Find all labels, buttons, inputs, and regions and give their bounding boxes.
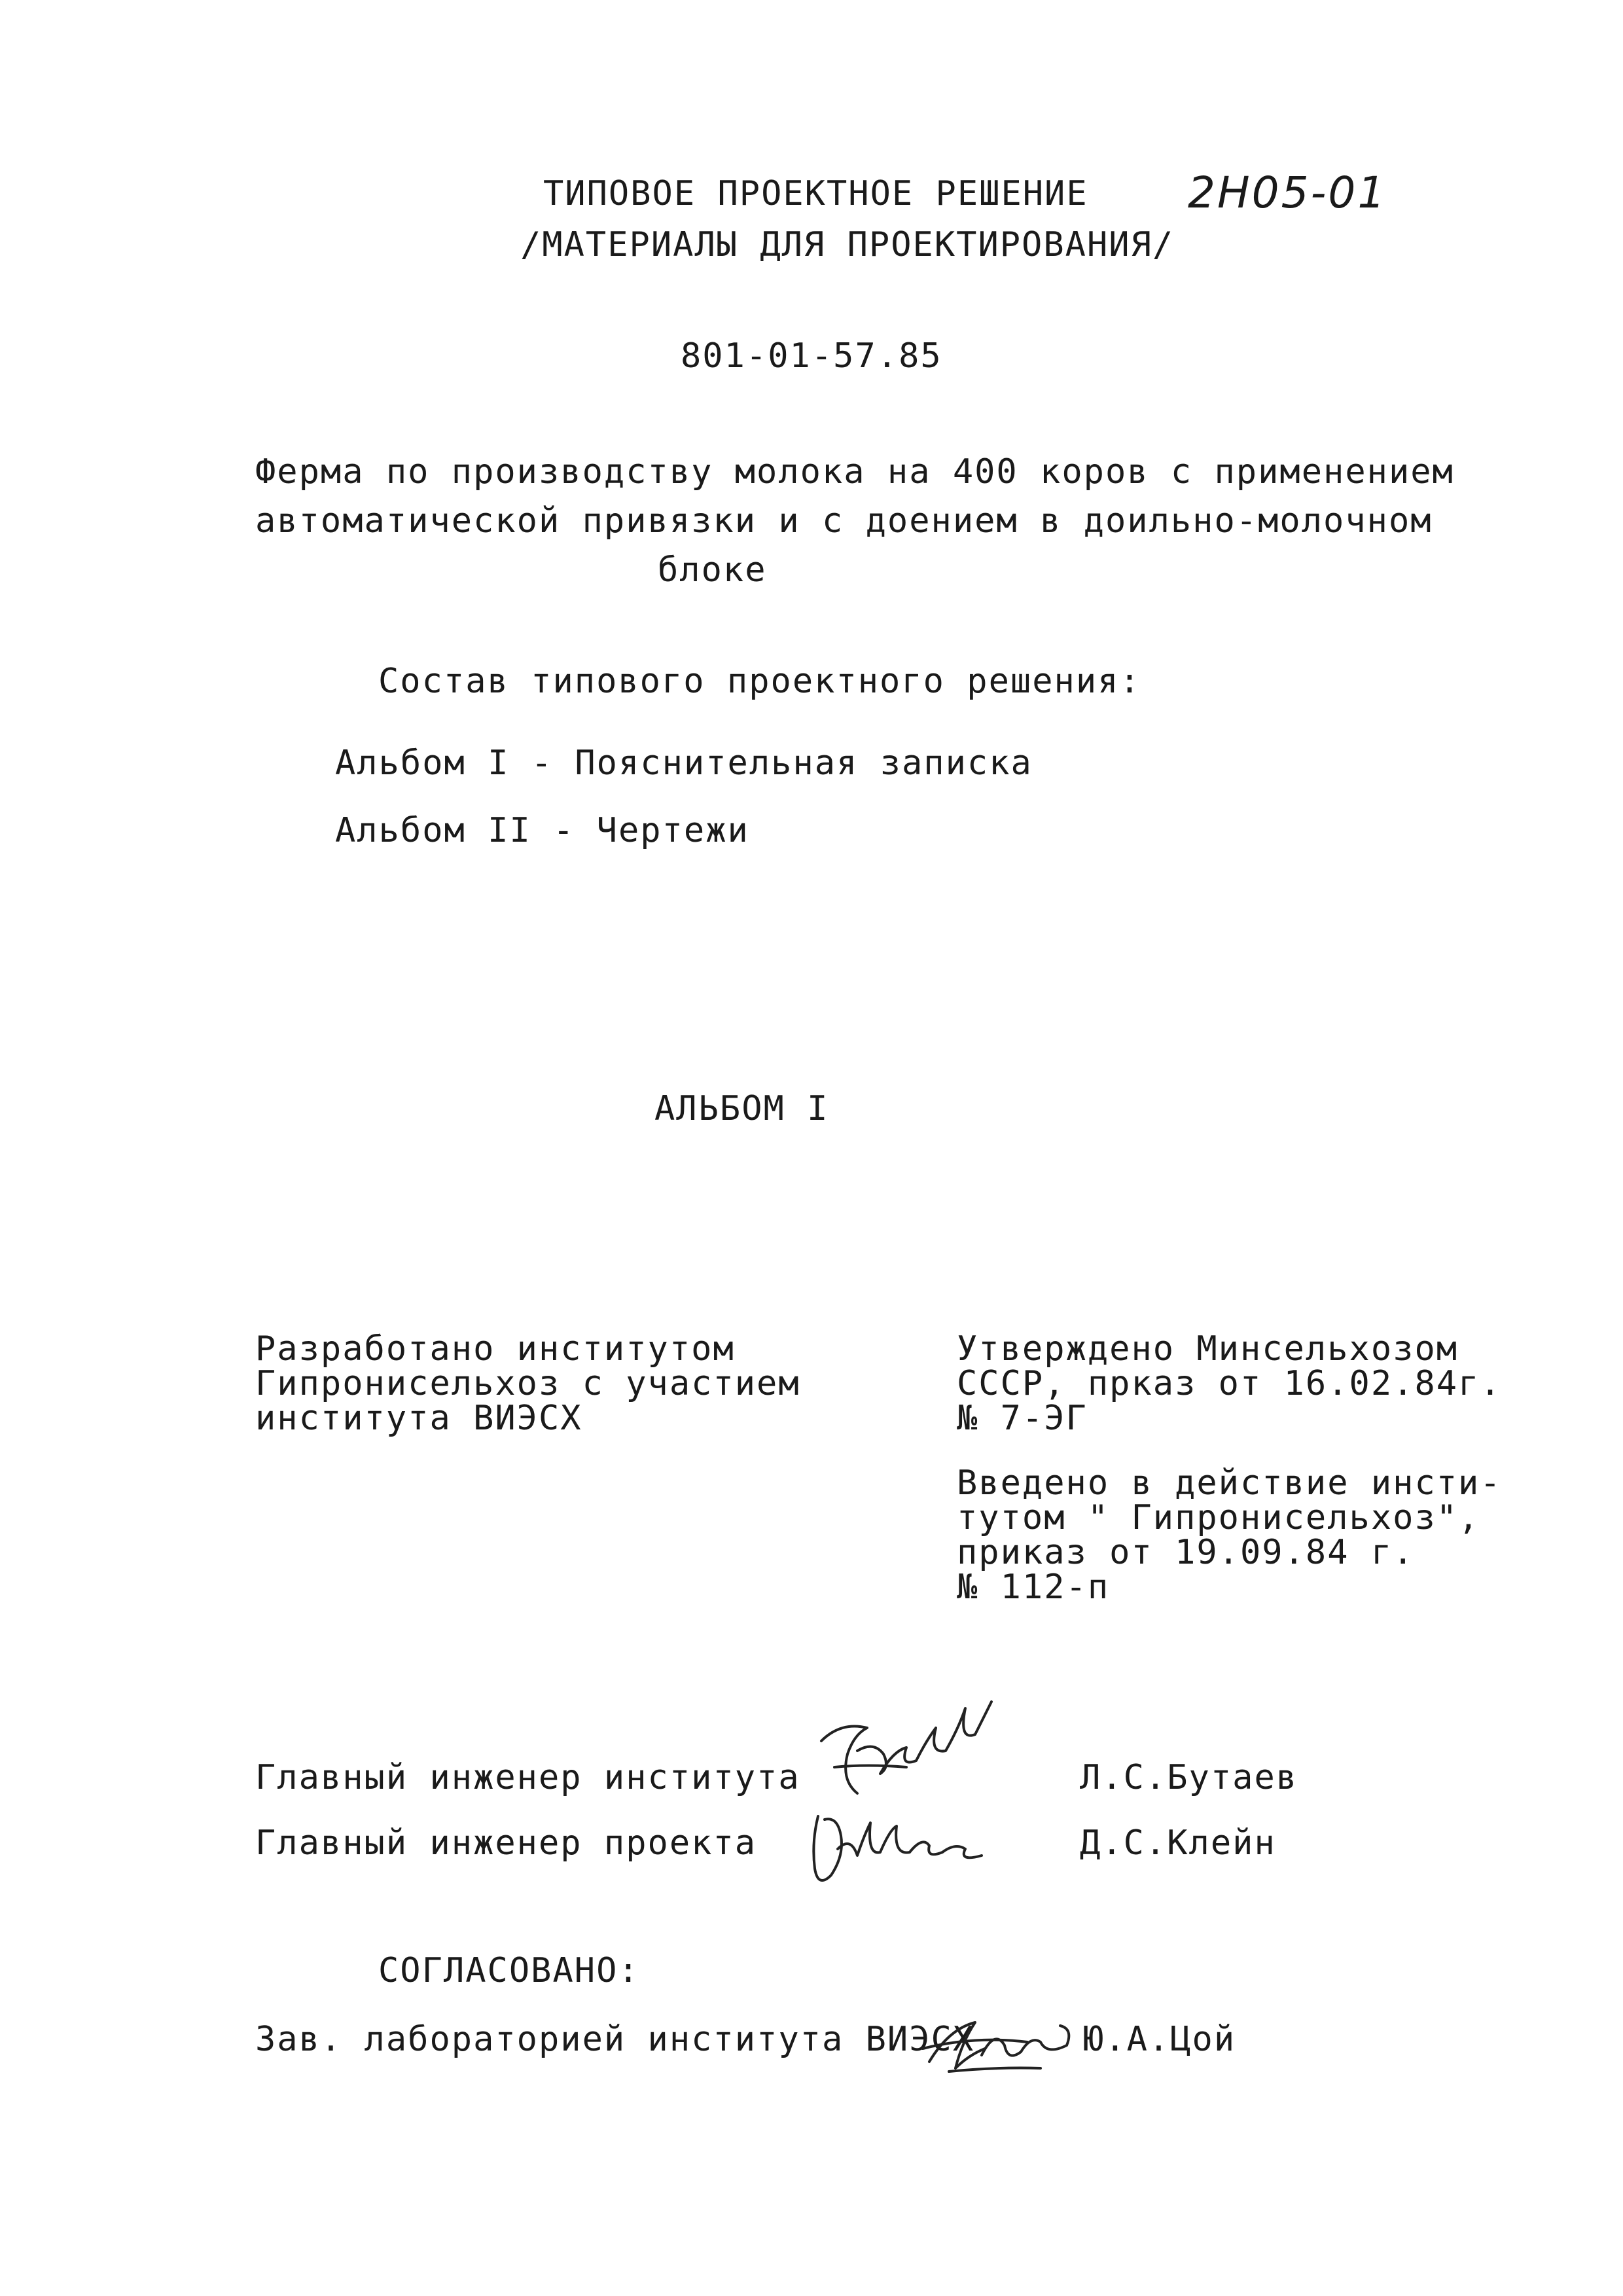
developed-line-3: института ВИЭСХ <box>255 1399 582 1438</box>
handwritten-number: 2Н05-01 <box>1188 168 1387 218</box>
title-line-3: блоке <box>658 550 767 590</box>
header-line-2: /МАТЕРИАЛЫ ДЛЯ ПРОЕКТИРОВАНИЯ/ <box>520 225 1175 264</box>
introduced-line-2: тутом " Гипронисельхоз", <box>957 1498 1480 1537</box>
developed-line-1: Разработано институтом <box>255 1329 735 1369</box>
introduced-line-3: приказ от 19.09.84 г. <box>957 1533 1415 1572</box>
composition-item-2: Альбом II - Чертежи <box>335 811 749 850</box>
developed-line-2: Гипронисельхоз с участием <box>255 1364 800 1403</box>
signature-name-1: Л.С.Бутаев <box>1080 1758 1298 1797</box>
title-line-1: Ферма по производству молока на 400 коров с применением <box>255 452 1454 492</box>
header-line-1: ТИПОВОЕ ПРОЕКТНОЕ РЕШЕНИЕ <box>543 174 1088 213</box>
composition-heading: Состав типового проектного решения: <box>378 662 1141 701</box>
signature-role-2: Главный инженер проекта <box>255 1823 757 1863</box>
agreed-heading: СОГЛАСОВАНО: <box>378 1951 640 1990</box>
signature-image-2 <box>792 1797 1001 1904</box>
document-code: 801-01-57.85 <box>681 336 942 376</box>
introduced-line-4: № 112-п <box>957 1568 1110 1607</box>
title-line-2: автоматической привязки и с доением в доильно-молочном <box>255 501 1433 541</box>
album-title: АЛЬБОМ I <box>654 1089 829 1128</box>
approved-line-2: СССР, прказ от 16.02.84г. <box>957 1364 1502 1403</box>
approved-line-3: № 7-ЭГ <box>957 1399 1088 1438</box>
signature-image-3 <box>910 1990 1093 2090</box>
signature-name-2: Д.С.Клейн <box>1080 1823 1276 1863</box>
agreed-name: Ю.А.Цой <box>1083 2020 1236 2059</box>
introduced-line-1: Введено в действие инсти- <box>957 1463 1502 1503</box>
approved-line-1: Утверждено Минсельхозом <box>957 1329 1459 1369</box>
composition-item-1: Альбом I - Пояснительная записка <box>335 744 1033 783</box>
signature-role-1: Главный инженер института <box>255 1758 800 1797</box>
agreed-role: Зав. лабораторией института ВИЭСХ <box>255 2020 975 2059</box>
